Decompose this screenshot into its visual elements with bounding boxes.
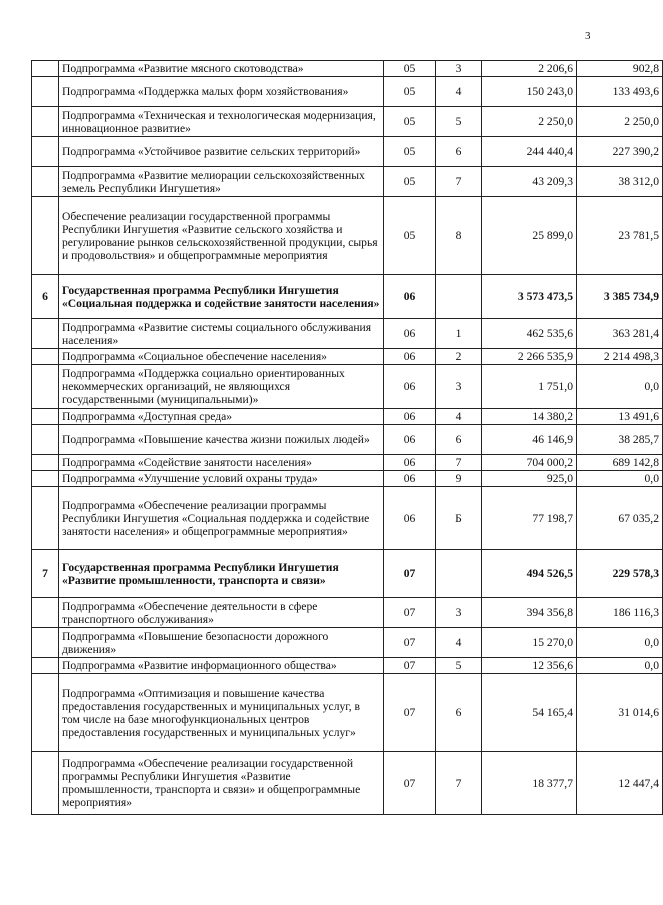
subprogram-row (32, 674, 663, 752)
program-code-cell: 07 (384, 658, 436, 674)
actual-amount-cell: 2 214 498,3 (577, 349, 663, 365)
planned-amount-cell: 925,0 (482, 471, 577, 487)
subprogram-code-cell: 6 (436, 137, 482, 167)
subprogram-row (32, 487, 663, 550)
planned-amount-cell: 462 535,6 (482, 319, 577, 349)
actual-amount-cell: 31 014,6 (577, 674, 663, 752)
program-name-cell: Подпрограмма «Развитие информационного общества» (59, 658, 384, 674)
program-name-cell: Государственная программа Республики Ингушетия «Социальная поддержка и содействие занятости населения» (59, 275, 384, 319)
actual-amount-cell: 2 250,0 (577, 107, 663, 137)
planned-amount-cell: 394 356,8 (482, 598, 577, 628)
actual-amount-cell: 186 116,3 (577, 598, 663, 628)
subprogram-code-cell: 9 (436, 471, 482, 487)
actual-amount-cell: 38 285,7 (577, 425, 663, 455)
program-code-cell: 05 (384, 137, 436, 167)
program-code-cell: 07 (384, 598, 436, 628)
planned-amount-cell: 25 899,0 (482, 197, 577, 275)
row-number-cell (32, 197, 59, 275)
subprogram-code-cell: 7 (436, 167, 482, 197)
row-number-cell (32, 455, 59, 471)
program-name-cell: Подпрограмма «Развитие мелиорации сельскохозяйственных земель Республики Ингушетия» (59, 167, 384, 197)
row-number-cell: 6 (32, 275, 59, 319)
actual-amount-cell: 13 491,6 (577, 409, 663, 425)
subprogram-code-cell: 5 (436, 658, 482, 674)
actual-amount-cell: 0,0 (577, 365, 663, 409)
program-code-cell: 06 (384, 455, 436, 471)
program-code-cell: 07 (384, 752, 436, 815)
subprogram-code-cell: 5 (436, 107, 482, 137)
program-row (32, 550, 663, 598)
program-code-cell: 06 (384, 319, 436, 349)
row-number-cell (32, 598, 59, 628)
subprogram-row (32, 425, 663, 455)
subprogram-row (32, 455, 663, 471)
subprogram-row (32, 658, 663, 674)
program-code-cell: 06 (384, 425, 436, 455)
subprogram-code-cell: 8 (436, 197, 482, 275)
row-number-cell (32, 674, 59, 752)
program-name-cell: Подпрограмма «Обеспечение деятельности в сфере транспортного обслуживания» (59, 598, 384, 628)
program-name-cell: Подпрограмма «Обеспечение реализации программы Республики Ингушетия «Социальная поддержка и содействие занятости населения» и общепрограммные мероприятия» (59, 487, 384, 550)
planned-amount-cell: 43 209,3 (482, 167, 577, 197)
planned-amount-cell: 46 146,9 (482, 425, 577, 455)
program-name-cell: Подпрограмма «Доступная среда» (59, 409, 384, 425)
subprogram-row (32, 471, 663, 487)
program-code-cell: 06 (384, 349, 436, 365)
actual-amount-cell: 0,0 (577, 658, 663, 674)
actual-amount-cell: 0,0 (577, 628, 663, 658)
program-name-cell: Подпрограмма «Оптимизация и повышение качества предоставления государственных и муниципальных услуг, в том числе на базе многофункциональных центров предоставления государственных и муниципальных услуг» (59, 674, 384, 752)
program-name-cell: Подпрограмма «Обеспечение реализации государственной программы Республики Ингушетия «Развитие промышленности, транспорта и связи» и общепрограммные мероприятия» (59, 752, 384, 815)
program-name-cell: Обеспечение реализации государственной программы Республики Ингушетия «Развитие сельского хозяйства и регулирование рынков сельскохозяйственной продукции, сырья и продовольствия» и общепрограммные мероприятия (59, 197, 384, 275)
page-number: 3 (585, 30, 591, 42)
subprogram-code-cell: 4 (436, 409, 482, 425)
planned-amount-cell: 2 206,6 (482, 61, 577, 77)
subprogram-code-cell: 6 (436, 674, 482, 752)
program-name-cell: Подпрограмма «Повышение качества жизни пожилых людей» (59, 425, 384, 455)
row-number-cell (32, 471, 59, 487)
program-row (32, 275, 663, 319)
row-number-cell (32, 365, 59, 409)
program-name-cell: Подпрограмма «Содействие занятости населения» (59, 455, 384, 471)
row-number-cell (32, 628, 59, 658)
subprogram-row (32, 137, 663, 167)
subprogram-code-cell: 4 (436, 77, 482, 107)
subprogram-code-cell: 1 (436, 319, 482, 349)
subprogram-code-cell: Б (436, 487, 482, 550)
program-code-cell: 06 (384, 471, 436, 487)
row-number-cell: 7 (32, 550, 59, 598)
planned-amount-cell: 244 440,4 (482, 137, 577, 167)
program-code-cell: 05 (384, 197, 436, 275)
actual-amount-cell: 23 781,5 (577, 197, 663, 275)
subprogram-row (32, 197, 663, 275)
program-name-cell: Подпрограмма «Устойчивое развитие сельских территорий» (59, 137, 384, 167)
row-number-cell (32, 107, 59, 137)
program-code-cell: 07 (384, 628, 436, 658)
program-code-cell: 06 (384, 409, 436, 425)
program-name-cell: Подпрограмма «Улучшение условий охраны труда» (59, 471, 384, 487)
actual-amount-cell: 12 447,4 (577, 752, 663, 815)
subprogram-row (32, 107, 663, 137)
actual-amount-cell: 0,0 (577, 471, 663, 487)
program-name-cell: Подпрограмма «Техническая и технологическая модернизация, инновационное развитие» (59, 107, 384, 137)
subprogram-row (32, 628, 663, 658)
budget-table-body (32, 61, 663, 815)
row-number-cell (32, 77, 59, 107)
subprogram-code-cell: 4 (436, 628, 482, 658)
row-number-cell (32, 752, 59, 815)
program-code-cell: 05 (384, 61, 436, 77)
planned-amount-cell: 2 250,0 (482, 107, 577, 137)
planned-amount-cell: 494 526,5 (482, 550, 577, 598)
planned-amount-cell: 12 356,6 (482, 658, 577, 674)
program-code-cell: 07 (384, 674, 436, 752)
row-number-cell (32, 137, 59, 167)
planned-amount-cell: 1 751,0 (482, 365, 577, 409)
actual-amount-cell: 38 312,0 (577, 167, 663, 197)
row-number-cell (32, 61, 59, 77)
row-number-cell (32, 425, 59, 455)
planned-amount-cell: 3 573 473,5 (482, 275, 577, 319)
planned-amount-cell: 704 000,2 (482, 455, 577, 471)
subprogram-row (32, 319, 663, 349)
subprogram-code-cell: 3 (436, 365, 482, 409)
program-name-cell: Подпрограмма «Развитие системы социального обслуживания населения» (59, 319, 384, 349)
actual-amount-cell: 133 493,6 (577, 77, 663, 107)
subprogram-row (32, 409, 663, 425)
actual-amount-cell: 689 142,8 (577, 455, 663, 471)
program-name-cell: Подпрограмма «Поддержка социально ориентированных некоммерческих организаций, не являющихся государственными (муниципальными)» (59, 365, 384, 409)
program-name-cell: Подпрограмма «Поддержка малых форм хозяйствования» (59, 77, 384, 107)
subprogram-row (32, 61, 663, 77)
actual-amount-cell: 363 281,4 (577, 319, 663, 349)
actual-amount-cell: 67 035,2 (577, 487, 663, 550)
subprogram-row (32, 365, 663, 409)
program-name-cell: Государственная программа Республики Ингушетия «Развитие промышленности, транспорта и связи» (59, 550, 384, 598)
planned-amount-cell: 150 243,0 (482, 77, 577, 107)
subprogram-row (32, 77, 663, 107)
subprogram-row (32, 598, 663, 628)
budget-table (31, 60, 663, 815)
program-code-cell: 06 (384, 365, 436, 409)
planned-amount-cell: 15 270,0 (482, 628, 577, 658)
program-code-cell: 06 (384, 275, 436, 319)
subprogram-row (32, 167, 663, 197)
subprogram-row (32, 349, 663, 365)
planned-amount-cell: 14 380,2 (482, 409, 577, 425)
program-code-cell: 07 (384, 550, 436, 598)
program-name-cell: Подпрограмма «Социальное обеспечение населения» (59, 349, 384, 365)
row-number-cell (32, 349, 59, 365)
subprogram-code-cell: 3 (436, 61, 482, 77)
planned-amount-cell: 18 377,7 (482, 752, 577, 815)
row-number-cell (32, 487, 59, 550)
actual-amount-cell: 902,8 (577, 61, 663, 77)
program-name-cell: Подпрограмма «Развитие мясного скотоводства» (59, 61, 384, 77)
subprogram-code-cell: 6 (436, 425, 482, 455)
subprogram-code-cell: 2 (436, 349, 482, 365)
row-number-cell (32, 409, 59, 425)
program-code-cell: 06 (384, 487, 436, 550)
subprogram-row (32, 752, 663, 815)
row-number-cell (32, 658, 59, 674)
program-code-cell: 05 (384, 77, 436, 107)
actual-amount-cell: 3 385 734,9 (577, 275, 663, 319)
subprogram-code-cell: 7 (436, 752, 482, 815)
program-code-cell: 05 (384, 107, 436, 137)
subprogram-code-cell (436, 275, 482, 319)
row-number-cell (32, 319, 59, 349)
subprogram-code-cell (436, 550, 482, 598)
program-name-cell: Подпрограмма «Повышение безопасности дорожного движения» (59, 628, 384, 658)
planned-amount-cell: 2 266 535,9 (482, 349, 577, 365)
row-number-cell (32, 167, 59, 197)
planned-amount-cell: 77 198,7 (482, 487, 577, 550)
actual-amount-cell: 227 390,2 (577, 137, 663, 167)
actual-amount-cell: 229 578,3 (577, 550, 663, 598)
subprogram-code-cell: 7 (436, 455, 482, 471)
program-code-cell: 05 (384, 167, 436, 197)
subprogram-code-cell: 3 (436, 598, 482, 628)
planned-amount-cell: 54 165,4 (482, 674, 577, 752)
